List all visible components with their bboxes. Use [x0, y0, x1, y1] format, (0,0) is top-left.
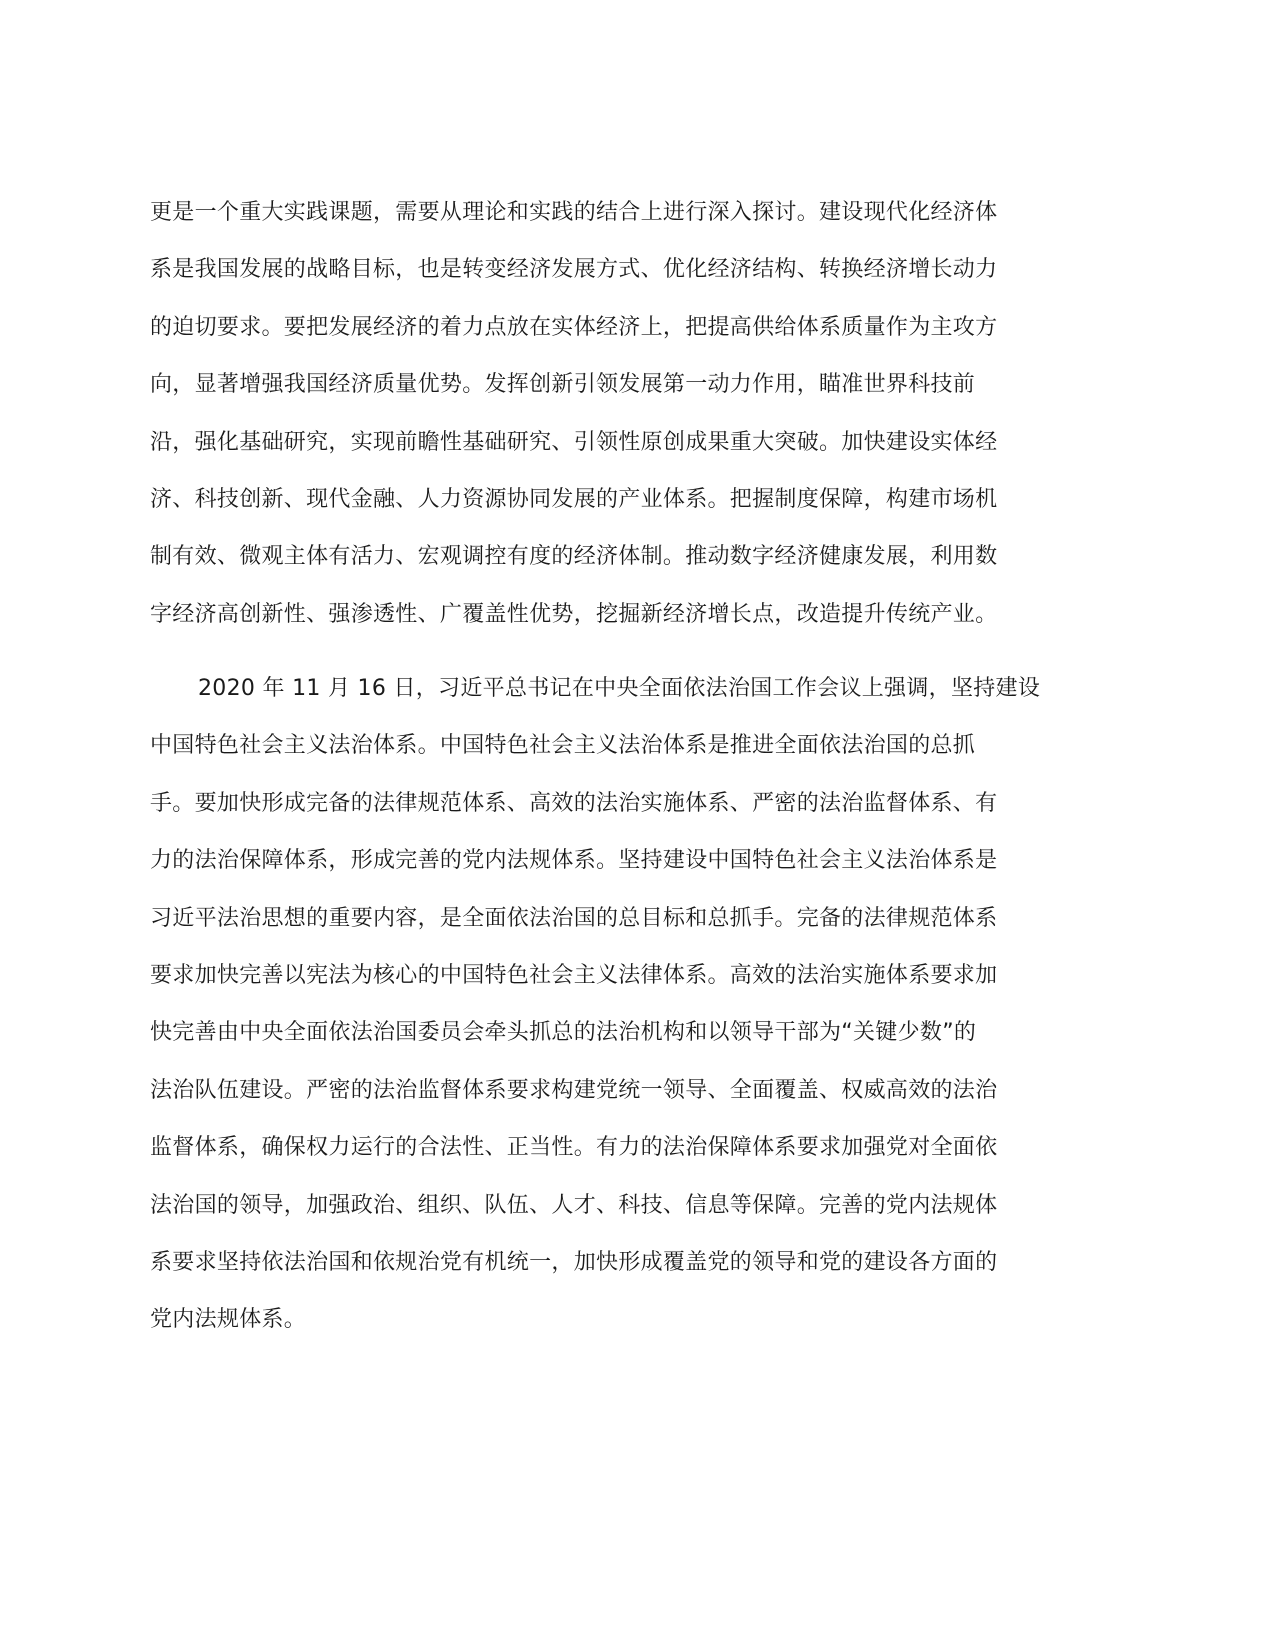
paragraph-line: 法治队伍建设。严密的法治监督体系要求构建党统一领导、全面覆盖、权威高效的法治 — [150, 1077, 998, 1103]
paragraph-line: 法治国的领导，加强政治、组织、队伍、人才、科技、信息等保障。完善的党内法规体 — [150, 1192, 998, 1218]
paragraph-economic-system — [150, 184, 1090, 643]
paragraph-line: 力的法治保障体系，形成完善的党内法规体系。坚持建设中国特色社会主义法治体系是 — [150, 848, 998, 874]
paragraph-rule-of-law-system — [150, 660, 1090, 1349]
paragraph-line: 手。要加快形成完备的法律规范体系、高效的法治实施体系、严密的法治监督体系、有 — [150, 790, 998, 816]
paragraph-line: 更是一个重大实践课题，需要从理论和实践的结合上进行深入探讨。建设现代化经济体 — [150, 200, 998, 225]
paragraph-line: 字经济高创新性、强渗透性、广覆盖性优势，挖掘新经济增长点，改造提升传统产业。 — [150, 601, 998, 627]
paragraph-line: 制有效、微观主体有活力、宏观调控有度的经济体制。推动数字经济健康发展，利用数 — [150, 544, 998, 570]
paragraph-line: 济、科技创新、现代金融、人力资源协同发展的产业体系。把握制度保障，构建市场机 — [150, 486, 998, 512]
paragraph-line: 监督体系，确保权力运行的合法性、正当性。有力的法治保障体系要求加强党对全面依 — [150, 1135, 998, 1161]
paragraph-line: 的迫切要求。要把发展经济的着力点放在实体经济上，把提高供给体系质量作为主攻方 — [150, 314, 998, 340]
paragraph-line: 向，显著增强我国经济质量优势。发挥创新引领发展第一动力作用，瞄准世界科技前 — [150, 372, 976, 398]
paragraph-line: 2020 年 11 月 16 日，习近平总书记在中央全面依法治国工作会议上强调，坚持建设 — [198, 676, 1041, 701]
paragraph-line: 沿，强化基础研究，实现前瞻性基础研究、引领性原创成果重大突破。加快建设实体经 — [150, 429, 998, 455]
paragraph-line: 党内法规体系。 — [150, 1307, 307, 1333]
paragraph-line: 习近平法治思想的重要内容，是全面依法治国的总目标和总抓手。完备的法律规范体系 — [150, 905, 998, 931]
paragraph-line: 系是我国发展的战略目标，也是转变经济发展方式、优化经济结构、转换经济增长动力 — [150, 257, 998, 283]
paragraph-line: 系要求坚持依法治国和依规治党有机统一，加快形成覆盖党的领导和党的建设各方面的 — [150, 1249, 998, 1275]
paragraph-line: 要求加快完善以宪法为核心的中国特色社会主义法律体系。高效的法治实施体系要求加 — [150, 962, 998, 988]
paragraph-line: 中国特色社会主义法治体系。中国特色社会主义法治体系是推进全面依法治国的总抓 — [150, 733, 976, 759]
paragraph-line: 快完善由中央全面依法治国委员会牵头抓总的法治机构和以领导干部为“关键少数”的 — [150, 1020, 977, 1046]
